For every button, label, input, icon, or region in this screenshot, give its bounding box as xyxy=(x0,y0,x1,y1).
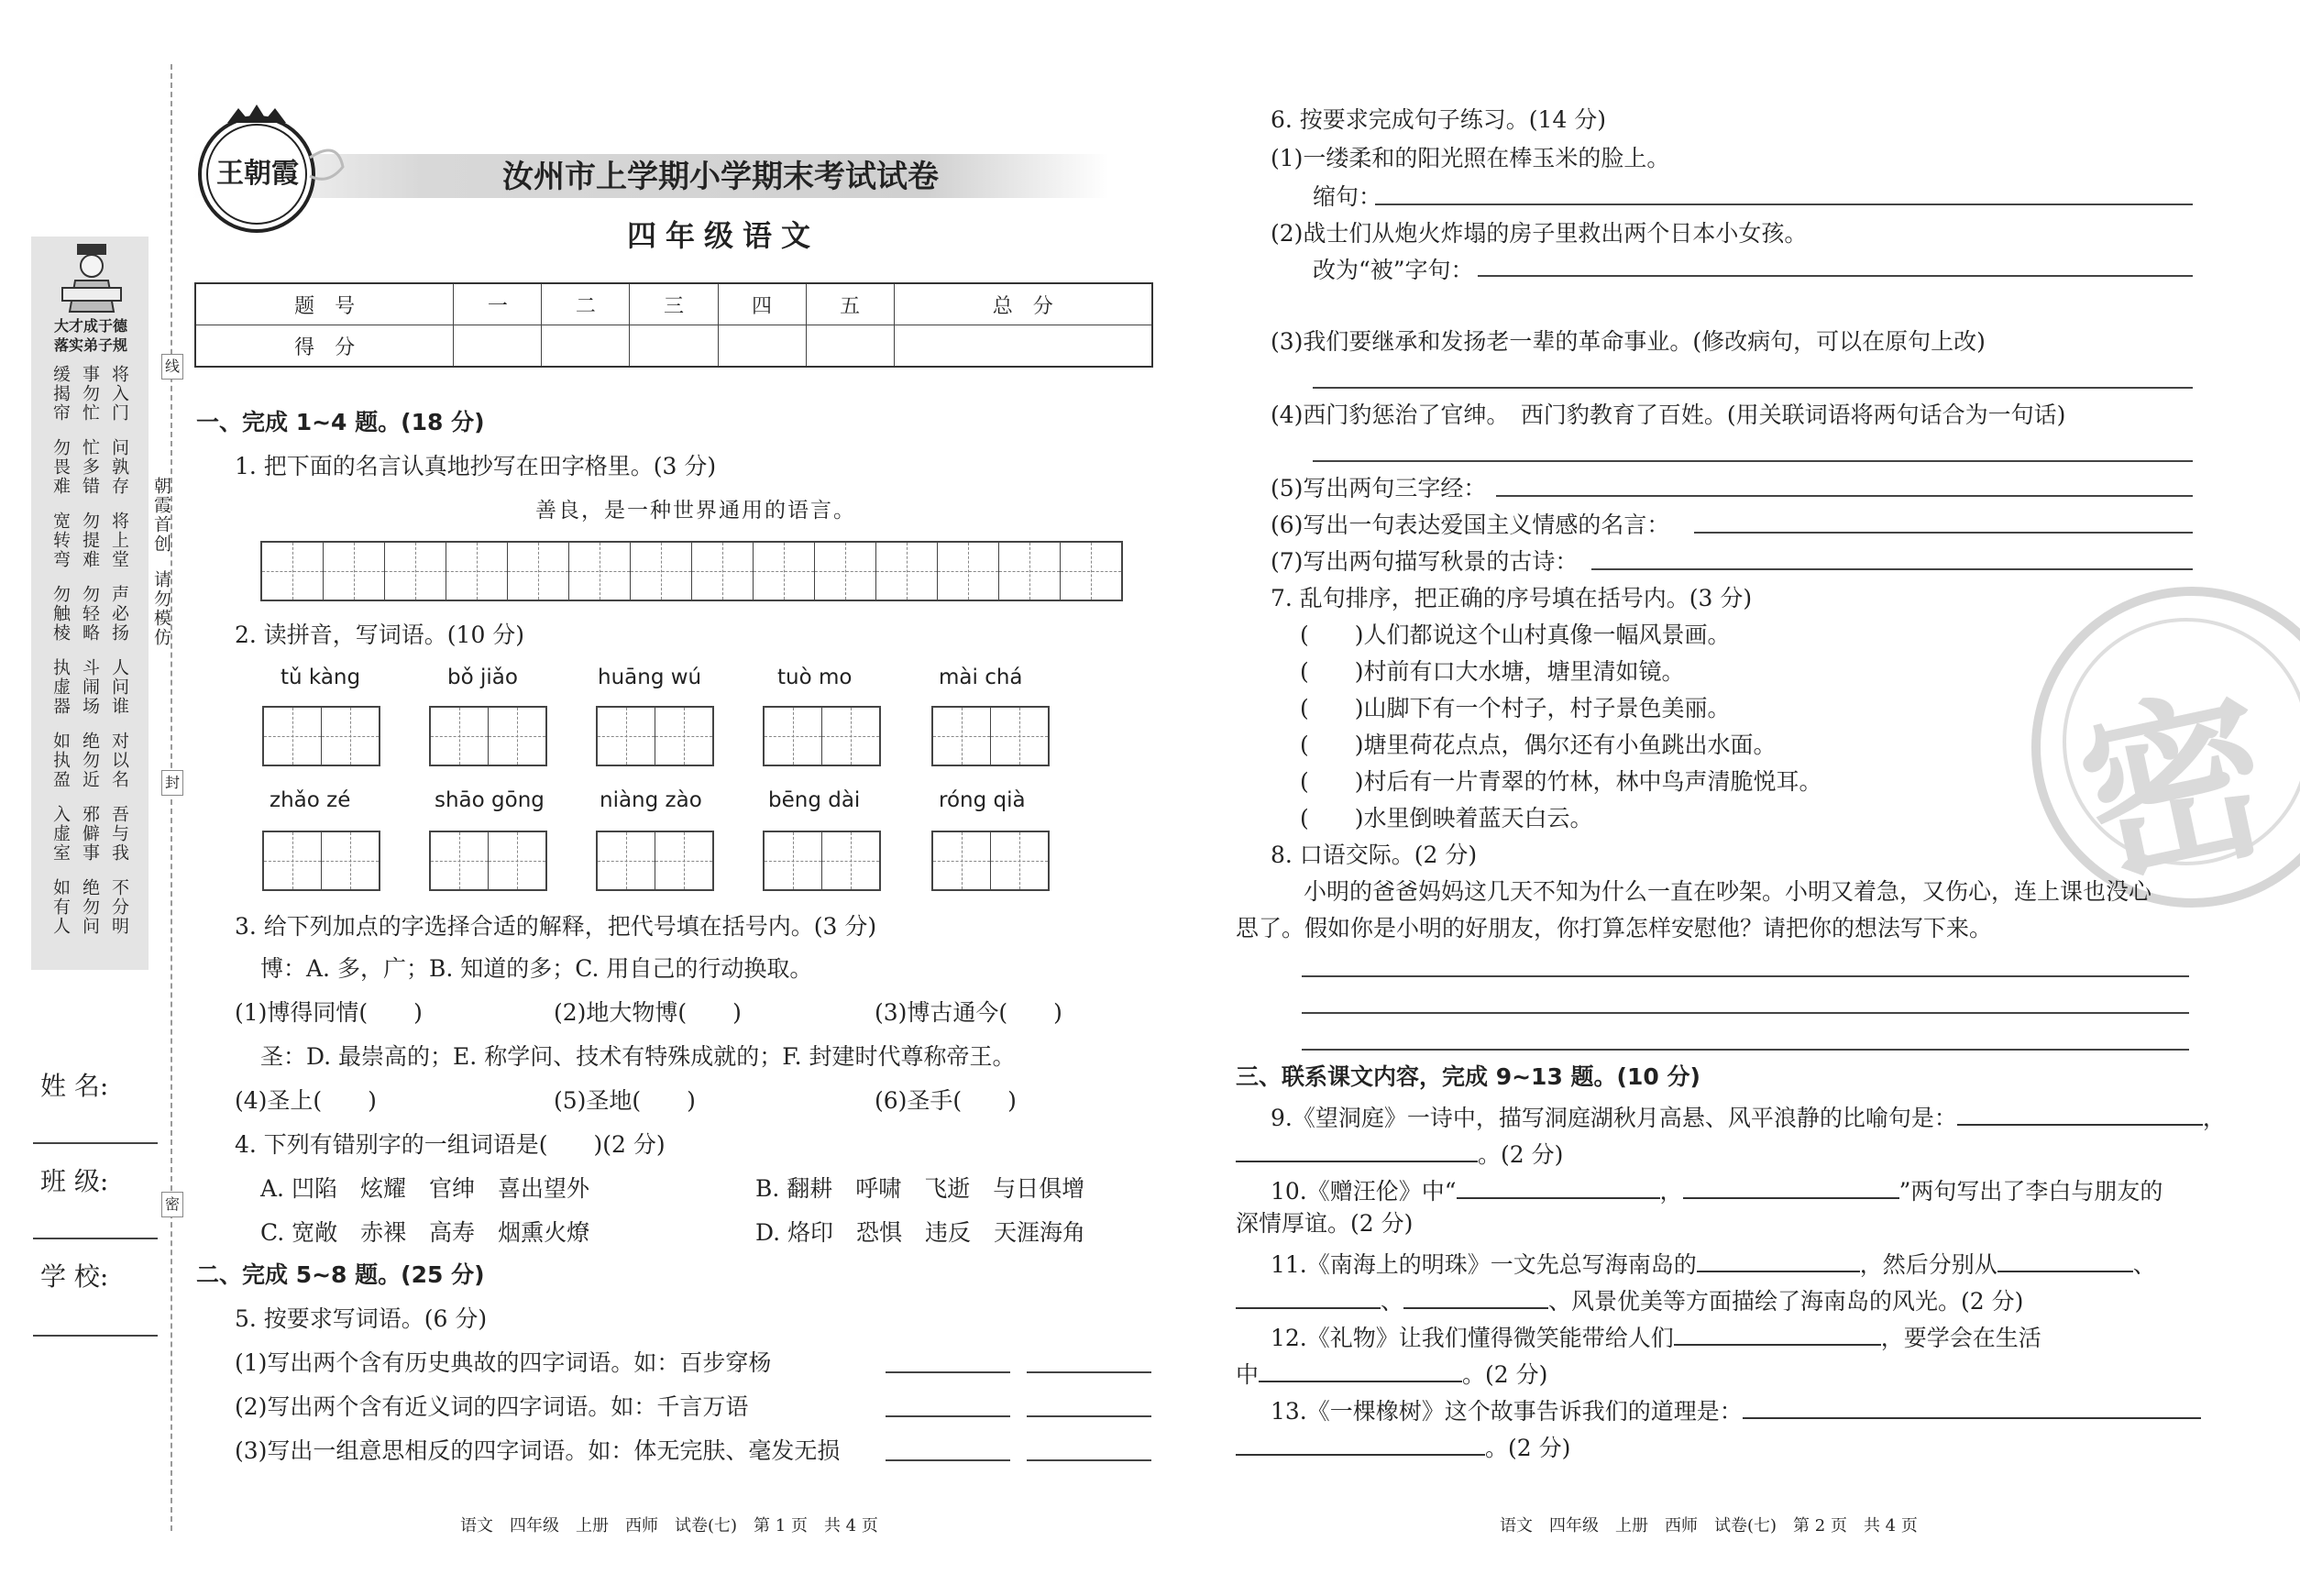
proverb-column: 绝勿近 xyxy=(80,732,100,789)
q12-text-2: ，要学会在生活 xyxy=(1880,1325,2041,1351)
seal-label-mi: 密 xyxy=(161,1192,183,1217)
seal-label-feng: 封 xyxy=(161,770,183,796)
q2-answer-box[interactable] xyxy=(763,831,881,891)
q3-bo-definitions: 博：A. 多，广；B. 知道的多；C. 用自己的行动换取。 xyxy=(260,955,813,982)
proverb-column: 对以名 xyxy=(109,732,129,789)
q8-answer-line[interactable] xyxy=(1302,1012,2189,1014)
q11-blank-4[interactable] xyxy=(1403,1287,1548,1309)
score-cell[interactable] xyxy=(718,325,806,368)
score-row-label: 得 分 xyxy=(195,325,454,368)
q2-answer-box[interactable] xyxy=(429,831,547,891)
q2-pinyin: niàng zào xyxy=(600,788,702,812)
proverb-column: 执虚器 xyxy=(50,658,71,716)
q2-pinyin: tǔ kàng xyxy=(281,666,361,689)
q12-end: 。(2 分) xyxy=(1462,1361,1548,1388)
q13-text: 13.《一棵橡树》这个故事告诉我们的道理是： xyxy=(1271,1398,1743,1425)
proverb-column: 斗闹场 xyxy=(80,658,100,716)
q6-s6-answer[interactable] xyxy=(1694,532,2193,534)
scholar-figure-icon xyxy=(55,240,128,314)
q12-continued xyxy=(1236,1357,1547,1390)
q2-answer-box[interactable] xyxy=(596,706,714,766)
q11: 11.《南海上的明珠》一文先总写海南岛的 ，然后分别从 、 xyxy=(1271,1251,2156,1278)
q8-label: 8. 口语交际。(2 分) xyxy=(1271,842,1478,868)
q13 xyxy=(1271,1393,2201,1426)
q12-blank-2[interactable] xyxy=(1259,1360,1462,1382)
q10-blank-1[interactable] xyxy=(1457,1177,1660,1199)
q4-option-a[interactable]: A. 凹陷 炫耀 官绅 喜出望外 xyxy=(260,1175,589,1202)
section1-heading: 一、完成 1~4 题。(18 分) xyxy=(196,409,485,435)
q2-pinyin: bēng dài xyxy=(768,788,861,812)
footer-left: 语文 四年级 上册 西师 试卷(七) 第 1 页 共 4 页 xyxy=(460,1516,878,1535)
q11-blank-1[interactable] xyxy=(1697,1250,1860,1272)
q13-end: 。(2 分) xyxy=(1485,1435,1571,1461)
q6-s2-answer[interactable] xyxy=(1478,275,2193,277)
proverb-column: 人问谁 xyxy=(109,658,129,716)
score-header-cell: 三 xyxy=(630,283,718,325)
q2-pinyin: mài chá xyxy=(939,666,1023,689)
q12 xyxy=(1271,1320,2041,1353)
q2-answer-box[interactable] xyxy=(931,706,1050,766)
q7-item[interactable]: ( )村后有一片青翠的竹林，林中鸟声清脆悦耳。 xyxy=(1300,768,1822,795)
q13-blank-2[interactable] xyxy=(1236,1434,1485,1456)
q6-s1-task: 缩句： xyxy=(1313,183,1382,210)
proverb-column: 忙多错 xyxy=(80,438,100,496)
proverb-column: 邪僻事 xyxy=(80,805,100,863)
seal-character: 密 xyxy=(2063,663,2288,912)
seal-label-xian: 线 xyxy=(161,354,183,380)
name-field[interactable] xyxy=(33,1142,158,1144)
subject-title: 四年级语文 xyxy=(627,218,820,253)
copyright-note-1: 朝霞首创 xyxy=(151,477,171,554)
section2-heading: 二、完成 5~8 题。(25 分) xyxy=(196,1261,485,1288)
score-header-cell: 总 分 xyxy=(894,283,1152,325)
q3-sheng-definitions: 圣：D. 最崇高的；E. 称学问、技术有特殊成就的；F. 封建时代尊称帝王。 xyxy=(260,1043,1016,1070)
q13-blank-1[interactable] xyxy=(1743,1397,2201,1419)
q2-pinyin: huāng wú xyxy=(598,666,702,689)
copyright-note-2: 请勿模仿 xyxy=(151,570,171,647)
q8-answer-line[interactable] xyxy=(1302,975,2189,977)
q10-text: 10.《赠汪伦》中“ xyxy=(1271,1178,1457,1205)
q3-item-6: (6)圣手( ) xyxy=(875,1087,1017,1114)
q2-pinyin: tuò mo xyxy=(777,666,853,689)
q3-item-4: (4)圣上( ) xyxy=(235,1087,377,1114)
score-table-score-row xyxy=(195,325,1152,368)
proverb-columns xyxy=(44,365,136,952)
q8-text-1: 小明的爸爸妈妈这几天不知为什么一直在吵架。小明又着急，又伤心，连上课也没心 xyxy=(1304,878,2152,905)
q2-label: 2. 读拼音，写词语。(10 分) xyxy=(235,622,525,648)
q2-answer-box[interactable] xyxy=(931,831,1050,891)
q4-option-c[interactable]: C. 宽敞 赤裸 高寿 烟熏火燎 xyxy=(260,1219,590,1246)
score-cell[interactable] xyxy=(542,325,630,368)
q4-label: 4. 下列有错别字的一组词语是( )(2 分) xyxy=(235,1131,666,1158)
proverb-column: 缓揭帘 xyxy=(50,365,71,423)
q7-item[interactable]: ( )村前有口大水塘，塘里清如镜。 xyxy=(1300,658,1685,685)
q2-pinyin: shāo gōng xyxy=(435,788,545,812)
q6-s6: (6)写出一句表达爱国主义情感的名言： xyxy=(1271,512,1670,538)
q6-s1-answer[interactable] xyxy=(1375,204,2193,205)
q3-item-5: (5)圣地( ) xyxy=(554,1087,696,1114)
q9-text: 9.《望洞庭》一诗中，描写洞庭湖秋月高悬、风平浪静的比喻句是： xyxy=(1271,1105,1957,1131)
q3-item-1: (1)博得同情( ) xyxy=(235,999,423,1026)
proverb-column: 勿轻略 xyxy=(80,585,100,643)
q9-blank[interactable] xyxy=(1957,1104,2203,1126)
proverb-column: 勿触棱 xyxy=(50,585,71,643)
q12-text-3: 中 xyxy=(1236,1361,1260,1388)
proverb-column: 问孰存 xyxy=(109,438,129,496)
score-table-header-row xyxy=(195,283,1152,325)
q1-writing-grid[interactable] xyxy=(260,541,1123,601)
proverb-column: 将上堂 xyxy=(109,512,129,569)
score-header-cell: 一 xyxy=(454,283,542,325)
proverb-column: 入虚室 xyxy=(50,805,71,863)
q11-text-2: ，然后分别从 xyxy=(1859,1251,1997,1278)
q6-s2: (2)战士们从炮火炸塌的房子里救出两个日本小女孩。 xyxy=(1271,220,1808,247)
q7-item[interactable]: ( )水里倒映着蓝天白云。 xyxy=(1300,805,1593,831)
q10 xyxy=(1271,1173,2162,1206)
q6-s7-answer[interactable] xyxy=(1591,568,2193,570)
proverb-column: 绝勿问 xyxy=(80,878,100,936)
q11-text: 11.《南海上的明珠》一文先总写海南岛的 xyxy=(1271,1251,1697,1278)
q6-s4-answer[interactable] xyxy=(1313,460,2193,462)
q2-answer-box[interactable] xyxy=(429,706,547,766)
q7-item[interactable]: ( )山脚下有一个村子，村子景色美丽。 xyxy=(1300,695,1731,721)
q2-answer-box[interactable] xyxy=(262,706,380,766)
logo-text: 王朝霞 xyxy=(216,158,299,190)
q5-answer-line[interactable] xyxy=(886,1415,1010,1417)
q4-option-b[interactable]: B. 翻耕 呼啸 飞逝 与日俱增 xyxy=(755,1175,1085,1202)
q5-label: 5. 按要求写词语。(6 分) xyxy=(235,1305,488,1332)
proverb-column: 声必扬 xyxy=(109,585,129,643)
q5-answer-line[interactable] xyxy=(1027,1415,1151,1417)
score-header-cell: 二 xyxy=(542,283,630,325)
q2-answer-box[interactable] xyxy=(262,831,380,891)
side-motto: 大才成于德 落实弟子规 xyxy=(53,317,127,354)
proverb-column: 如有人 xyxy=(50,878,71,936)
score-cell[interactable] xyxy=(630,325,718,368)
q5-answer-line[interactable] xyxy=(886,1459,1010,1461)
proverb-column: 勿畏难 xyxy=(50,438,71,496)
proverb-column: 事勿忙 xyxy=(80,365,100,423)
q3-label: 3. 给下列加点的字选择合适的解释，把代号填在括号内。(3 分) xyxy=(235,913,877,940)
q10-comma: ， xyxy=(1659,1178,1683,1205)
score-header-cell: 五 xyxy=(806,283,894,325)
proverb-column: 勿提难 xyxy=(80,512,100,569)
q7-item[interactable]: ( )人们都说这个山村真像一幅风景画。 xyxy=(1300,622,1731,648)
q11-blank-3[interactable] xyxy=(1236,1287,1381,1309)
q6-label: 6. 按要求完成句子练习。(14 分) xyxy=(1271,106,1607,133)
q5-item-2: (2)写出两个含有近义词的四字词语。如：千言万语 xyxy=(235,1393,749,1420)
q1-quote: 善良，是一种世界通用的语言。 xyxy=(535,499,856,523)
q3-item-2: (2)地大物博( ) xyxy=(554,999,742,1026)
q2-pinyin: bǒ jiǎo xyxy=(447,666,518,689)
q2-pinyin: róng qià xyxy=(939,788,1026,812)
proverb-column: 吾与我 xyxy=(109,805,129,863)
school-label: 学 校: xyxy=(40,1261,109,1292)
q10-end: 深情厚谊。(2 分) xyxy=(1236,1210,1414,1237)
q11-continued: 、 、风景优美等方面描绘了海南岛的风光。(2 分) xyxy=(1236,1283,2023,1316)
score-table xyxy=(194,282,1153,368)
proverb-column: 如执盈 xyxy=(50,732,71,789)
q6-s5: (5)写出两句三字经： xyxy=(1271,475,1487,501)
proverb-column: 将入门 xyxy=(109,365,129,423)
q12-blank-1[interactable] xyxy=(1674,1324,1881,1346)
section3-heading: 三、联系课文内容，完成 9~13 题。(10 分) xyxy=(1236,1063,1700,1090)
q6-s3: (3)我们要继承和发扬老一辈的革命事业。(修改病句，可以在原句上改) xyxy=(1271,328,1986,355)
q5-answer-line[interactable] xyxy=(1027,1459,1151,1461)
q7-label: 7. 乱句排序，把正确的序号填在括号内。(3 分) xyxy=(1271,585,1753,611)
q6-s1: (1)一缕柔和的阳光照在棒玉米的脸上。 xyxy=(1271,145,1670,171)
q5-item-1: (1)写出两个含有历史典故的四字词语。如：百步穿杨 xyxy=(235,1349,772,1376)
q3-item-3: (3)博古通今( ) xyxy=(875,999,1062,1026)
q4-option-d[interactable]: D. 烙印 恐惧 违反 天涯海角 xyxy=(755,1219,1086,1246)
proverb-column: 宽转弯 xyxy=(50,512,71,569)
score-cell[interactable] xyxy=(454,325,542,368)
q5-answer-line[interactable] xyxy=(1027,1371,1151,1373)
q5-item-3: (3)写出一组意思相反的四字词语。如：体无完肤、毫发无损 xyxy=(235,1437,841,1464)
q13-continued xyxy=(1236,1430,1570,1463)
q6-s2-task: 改为“被”字句： xyxy=(1313,257,1474,283)
q9-continued xyxy=(1236,1137,1563,1170)
q2-answer-box[interactable] xyxy=(596,831,714,891)
q8-text-2: 思了。假如你是小明的好朋友，你打算怎样安慰他？请把你的想法写下来。 xyxy=(1236,915,1993,941)
q1-label: 1. 把下面的名言认真地抄写在田字格里。(3 分) xyxy=(235,453,717,479)
q9-blank-2[interactable] xyxy=(1236,1140,1478,1162)
score-header-cell: 四 xyxy=(718,283,806,325)
q8-answer-line[interactable] xyxy=(1302,1049,2189,1051)
proverb-column: 不分明 xyxy=(109,878,129,936)
q11-end: 风景优美等方面描绘了海南岛的风光。(2 分) xyxy=(1571,1288,2024,1315)
school-field[interactable] xyxy=(33,1335,158,1337)
q10-blank-2[interactable] xyxy=(1683,1177,1899,1199)
binding-line xyxy=(171,64,172,1531)
q2-answer-box[interactable] xyxy=(763,706,881,766)
q6-s5-answer[interactable] xyxy=(1496,495,2193,497)
q12-text: 12.《礼物》让我们懂得微笑能带给人们 xyxy=(1271,1325,1674,1351)
q9: 9.《望洞庭》一诗中，描写洞庭湖秋月高悬、风平浪静的比喻句是： ， xyxy=(1271,1105,2226,1131)
q10-text-2: ”两句写出了李白与朋友的 xyxy=(1898,1178,2163,1205)
footer-right: 语文 四年级 上册 西师 试卷(七) 第 2 页 共 4 页 xyxy=(1500,1516,1918,1535)
q7-item[interactable]: ( )塘里荷花点点，偶尔还有小鱼跳出水面。 xyxy=(1300,732,1777,758)
q6-s7: (7)写出两句描写秋景的古诗： xyxy=(1271,548,1579,575)
q11-blank-2[interactable] xyxy=(1997,1250,2133,1272)
class-label: 班 级: xyxy=(40,1166,109,1196)
q9-end: 。(2 分) xyxy=(1478,1141,1564,1168)
name-label: 姓 名: xyxy=(40,1071,109,1101)
class-field[interactable] xyxy=(33,1238,158,1239)
q5-answer-line[interactable] xyxy=(886,1371,1010,1373)
score-cell[interactable] xyxy=(894,325,1152,368)
q6-s3-answer[interactable] xyxy=(1313,387,2193,389)
score-header-cell: 题 号 xyxy=(195,283,454,325)
exam-title: 汝州市上学期小学期末考试试卷 xyxy=(502,159,939,195)
q6-s4: (4)西门豹惩治了官绅。 西门豹教育了百姓。(用关联词语将两句话合为一句话) xyxy=(1271,402,2066,428)
score-cell[interactable] xyxy=(806,325,894,368)
q2-pinyin: zhǎo zé xyxy=(270,788,351,812)
